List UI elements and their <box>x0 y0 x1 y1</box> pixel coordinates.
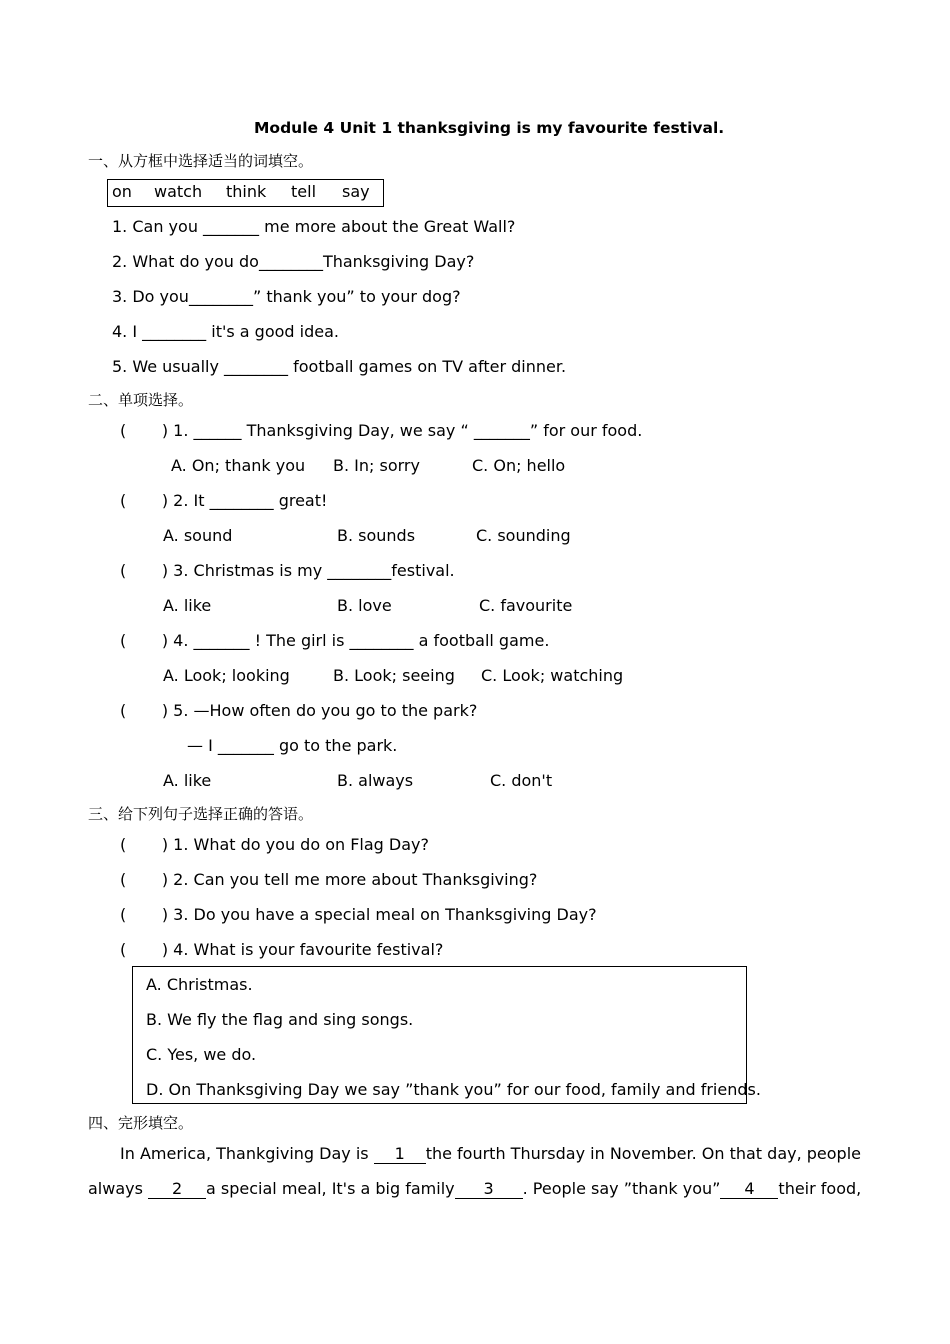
choice-question: ( ) 5. —How often do you go to the park? <box>120 701 478 720</box>
choice-option: C. Look; watching <box>481 666 624 685</box>
cloze-text: In America, Thankgiving Day is <box>120 1144 374 1163</box>
choice-option: A. Look; looking <box>163 666 290 685</box>
match-answer: A. Christmas. <box>146 975 253 994</box>
section3-heading: 三、给下列句子选择正确的答语。 <box>88 805 314 823</box>
choice-question: ( ) 1. ______ Thanksgiving Day, we say “ _______” for our food. <box>120 421 643 440</box>
word-bank-word: say <box>342 182 370 201</box>
match-answer: D. On Thanksgiving Day we say ”thank you” for our food, family and friends. <box>146 1080 761 1099</box>
word-bank-word: tell <box>291 182 317 201</box>
section1-heading: 一、从方框中选择适当的词填空。 <box>88 152 314 170</box>
section2-heading: 二、单项选择。 <box>88 391 194 409</box>
choice-option: A. like <box>163 596 212 615</box>
choice-option: C. favourite <box>479 596 573 615</box>
section4-heading: 四、完形填空。 <box>88 1114 194 1132</box>
fill-in-item: 4. I ________ it's a good idea. <box>112 322 339 341</box>
fill-in-item: 3. Do you________” thank you” to your dog? <box>112 287 461 306</box>
match-question: ( ) 3. Do you have a special meal on Thanksgiving Day? <box>120 905 597 924</box>
choice-option: B. love <box>337 596 392 615</box>
match-question: ( ) 2. Can you tell me more about Thanksgiving? <box>120 870 538 889</box>
word-bank-word: think <box>226 182 267 201</box>
match-answer: C. Yes, we do. <box>146 1045 257 1064</box>
fill-in-item: 2. What do you do________Thanksgiving Day? <box>112 252 475 271</box>
cloze-text: their food, <box>778 1179 862 1198</box>
choice-option: B. In; sorry <box>333 456 420 475</box>
cloze-blank-4: 4 <box>720 1180 778 1199</box>
cloze-text: a special meal, It's a big family <box>206 1179 455 1198</box>
cloze-line <box>120 1144 861 1164</box>
match-question: ( ) 1. What do you do on Flag Day? <box>120 835 429 854</box>
choice-option: C. On; hello <box>472 456 566 475</box>
cloze-blank-2: 2 <box>148 1180 206 1199</box>
choice-option: B. Look; seeing <box>333 666 455 685</box>
choice-option: B. sounds <box>337 526 416 545</box>
choice-option: A. On; thank you <box>171 456 306 475</box>
cloze-text: . People say ”thank you” <box>522 1179 721 1198</box>
choice-option: B. always <box>337 771 414 790</box>
choice-question: ( ) 3. Christmas is my ________festival. <box>120 561 455 580</box>
choice-option: A. sound <box>163 526 233 545</box>
cloze-blank-1: 1 <box>374 1145 426 1164</box>
fill-in-item: 1. Can you _______ me more about the Great Wall? <box>112 217 516 236</box>
page-title: Module 4 Unit 1 thanksgiving is my favourite festival. <box>254 119 725 137</box>
choice-question-reply: — I _______ go to the park. <box>187 736 398 755</box>
cloze-text: the fourth Thursday in November. On that day, people <box>425 1144 861 1163</box>
cloze-line <box>88 1179 861 1199</box>
match-answer: B. We fly the flag and sing songs. <box>146 1010 414 1029</box>
fill-in-item: 5. We usually ________ football games on TV after dinner. <box>112 357 567 376</box>
choice-option: C. sounding <box>476 526 571 545</box>
choice-question: ( ) 4. _______ ! The girl is ________ a football game. <box>120 631 550 650</box>
match-question: ( ) 4. What is your favourite festival? <box>120 940 444 959</box>
choice-question: ( ) 2. It ________ great! <box>120 491 328 510</box>
word-bank-word: on <box>112 182 132 201</box>
choice-option: C. don't <box>490 771 553 790</box>
choice-option: A. like <box>163 771 212 790</box>
word-bank-word: watch <box>154 182 203 201</box>
cloze-blank-3: 3 <box>455 1180 523 1199</box>
cloze-text: always <box>88 1179 149 1198</box>
